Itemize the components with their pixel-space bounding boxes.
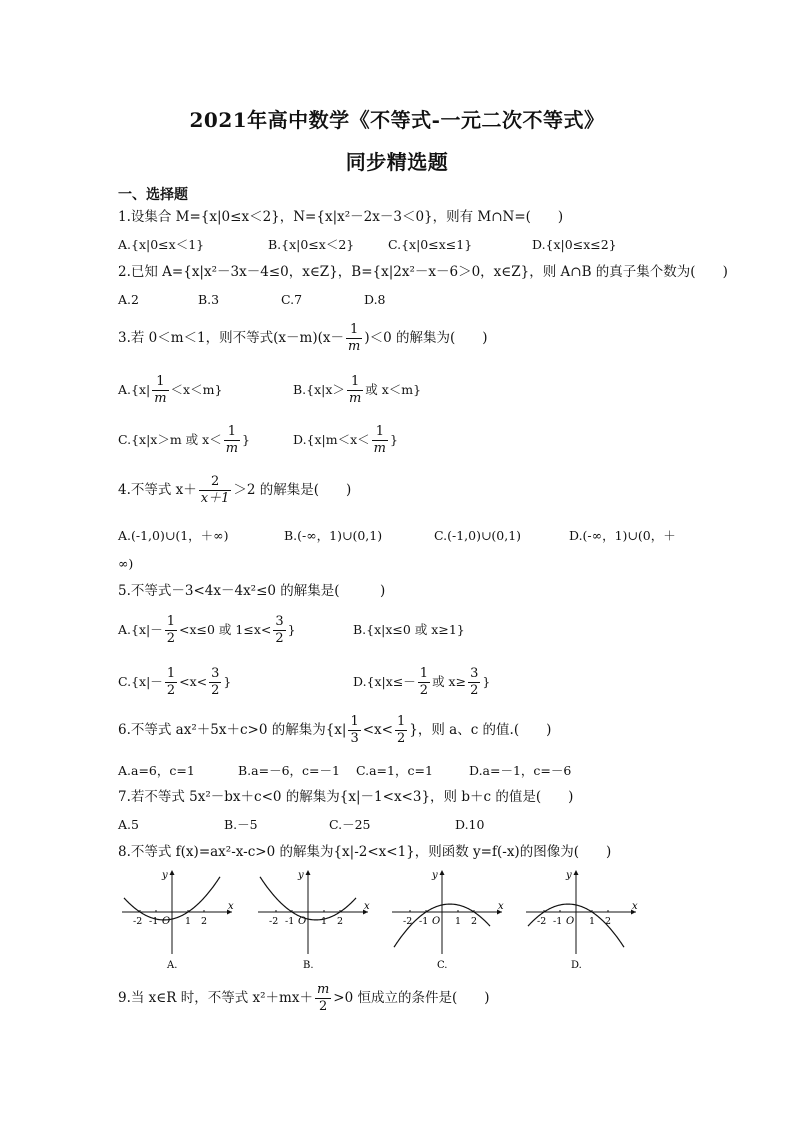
- fraction-denominator: 2: [470, 683, 479, 698]
- fraction-denominator: 2: [315, 998, 331, 1015]
- fraction-1-over-m: [372, 424, 388, 457]
- option-text: C.{x|x＞m 或 x＜: [118, 432, 222, 447]
- graph-option-label: B.: [303, 960, 314, 971]
- question-6-option-c: C.a=1，c=1: [356, 763, 433, 778]
- fraction-denominator: 2: [211, 683, 220, 698]
- option-text: 或 x＜m}: [365, 382, 422, 397]
- fraction-numerator: 1: [227, 424, 237, 439]
- fraction-numerator: 3: [275, 614, 284, 629]
- fraction-1-over-m: [152, 374, 168, 407]
- fraction-1-over-2: [165, 666, 177, 699]
- option-text: A.{x|－: [118, 622, 163, 637]
- fraction-1-over-2: [165, 614, 177, 647]
- question-3-option-b: [293, 372, 421, 408]
- fraction-denominator: 2: [419, 683, 429, 698]
- question-6-stem-pre: 6.不等式 ax²＋5x＋c>0 的解集为{x|: [118, 722, 347, 738]
- question-1-stem: 1.设集合 M={x|0≤x＜2}，N={x|x²－2x－3＜0}，则有 M∩N=( ): [118, 209, 564, 225]
- question-5-option-d: [353, 664, 490, 700]
- tick-label: 2: [605, 916, 612, 927]
- option-text: }: [482, 674, 491, 689]
- fraction-m-over-2: [315, 982, 331, 1015]
- question-9-stem: [118, 980, 490, 1016]
- y-axis-label: y: [162, 870, 168, 881]
- fraction-1-over-2: [418, 666, 430, 699]
- option-text: A.{x|: [118, 382, 151, 397]
- fraction-1-over-3: [348, 714, 360, 747]
- fraction-numerator: 3: [211, 666, 220, 681]
- fraction-denominator: m: [347, 339, 361, 354]
- y-axis-arrow: [440, 870, 445, 875]
- option-text: }: [242, 432, 250, 447]
- question-4-option-a: A.(-1,0)∪(1，＋∞): [118, 528, 229, 543]
- option-text: B.{x|x＞: [293, 382, 345, 397]
- option-text: D.{x|x≤－: [353, 674, 416, 689]
- question-2-option-b: B.3: [198, 292, 220, 307]
- tick-label: 1: [589, 916, 596, 927]
- x-axis-label: x: [364, 901, 370, 912]
- origin-label: O: [432, 916, 441, 927]
- origin-label: O: [298, 916, 307, 927]
- tick-label: 2: [471, 916, 478, 927]
- y-axis-label: y: [432, 870, 438, 881]
- question-7-option-b: B.－5: [224, 817, 258, 832]
- fraction-denominator: x＋1: [200, 491, 230, 506]
- option-text: 或 x≥: [432, 674, 467, 689]
- question-8-graphs: [118, 868, 648, 972]
- fraction-2-over-x-plus-1: [199, 474, 232, 507]
- option-text: <x<: [179, 674, 208, 689]
- question-6-option-a: A.a=6，c=1: [118, 763, 195, 778]
- tick-label: -2: [537, 916, 547, 927]
- question-4-stem-pre: 4.不等式 x＋: [118, 482, 197, 498]
- fraction-numerator: 1: [166, 666, 176, 681]
- x-axis-label: x: [498, 901, 504, 912]
- graph-option-d: [522, 868, 644, 972]
- question-7-stem: 7.若不等式 5x²－bx＋c<0 的解集为{x|－1<x<3}，则 b＋c 的值是( ): [118, 789, 574, 805]
- question-3-stem-pre: 3.若 0＜m＜1，则不等式(x－m)(x－: [118, 330, 344, 346]
- question-5-option-a: [118, 612, 296, 648]
- tick-label: -1: [553, 916, 563, 927]
- question-2-option-a: A.2: [118, 292, 139, 307]
- option-text: }: [223, 674, 232, 689]
- question-1-option-b: B.{x|0≤x＜2}: [268, 237, 355, 252]
- question-3-option-c: [118, 422, 250, 458]
- fraction-1-over-m: [346, 322, 362, 355]
- graph-option-a: [118, 868, 240, 972]
- tick-label: -2: [269, 916, 279, 927]
- fraction-denominator: 2: [166, 683, 176, 698]
- document-subtitle: 同步精选题: [345, 150, 449, 174]
- fraction-denominator: 2: [396, 731, 406, 746]
- y-axis-arrow: [574, 870, 579, 875]
- question-5-option-c: [118, 664, 231, 700]
- tick-label: -1: [419, 916, 429, 927]
- fraction-1-over-m: [224, 424, 240, 457]
- question-1-option-c: C.{x|0≤x≤1}: [388, 237, 473, 252]
- fraction-1-over-2: [395, 714, 407, 747]
- question-8-stem: 8.不等式 f(x)=ax²-x-c>0 的解集为{x|-2<x<1}，则函数 y=f(-x)的图像为( ): [118, 844, 612, 860]
- y-axis-label: y: [298, 870, 304, 881]
- tick-label: -1: [285, 916, 295, 927]
- y-axis-arrow: [170, 870, 175, 875]
- fraction-numerator: m: [316, 982, 330, 997]
- tick-label: 2: [201, 916, 208, 927]
- question-5-stem: 5.不等式－3<4x－4x²≤0 的解集是( ): [118, 583, 386, 599]
- question-3-option-d: [293, 422, 398, 458]
- fraction-denominator: 2: [275, 631, 284, 646]
- fraction-numerator: 1: [156, 374, 165, 389]
- fraction-numerator: 1: [419, 666, 429, 681]
- x-axis-label: x: [228, 901, 234, 912]
- graph-option-b: [254, 868, 376, 972]
- question-7-option-d: D.10: [455, 817, 485, 832]
- x-axis-label: x: [632, 901, 638, 912]
- fraction-denominator: 3: [350, 731, 359, 746]
- fraction-numerator: 1: [396, 714, 406, 729]
- fraction-denominator: 2: [166, 631, 175, 646]
- question-5-option-b: B.{x|x≤0 或 x≥1}: [353, 622, 465, 637]
- fraction-numerator: 1: [166, 614, 175, 629]
- tick-label: -2: [403, 916, 413, 927]
- option-text: ＜x＜m}: [170, 382, 223, 397]
- graph-c-svg: [388, 868, 510, 972]
- fraction-numerator: 3: [470, 666, 479, 681]
- section-heading: 一、选择题: [118, 187, 188, 203]
- question-7-option-a: A.5: [118, 817, 139, 832]
- fraction-3-over-2: [468, 666, 480, 699]
- fraction-denominator: m: [154, 391, 167, 406]
- question-4-option-d: D.(-∞，1)∪(0，＋: [569, 528, 676, 543]
- question-9-stem-pre: 9.当 x∈R 时，不等式 x²＋mx＋: [118, 990, 313, 1006]
- fraction-3-over-2: [273, 614, 285, 647]
- question-4-option-c: C.(-1,0)∪(0,1): [434, 528, 522, 543]
- question-2-option-d: D.8: [364, 292, 386, 307]
- y-axis-arrow: [306, 870, 311, 875]
- fraction-1-over-m: [347, 374, 363, 407]
- tick-label: 1: [321, 916, 328, 927]
- fraction-denominator: m: [348, 391, 362, 406]
- question-4-option-d-continued: ∞): [118, 556, 134, 571]
- document-title: 2021年高中数学《不等式-一元二次不等式》: [189, 108, 605, 132]
- option-text: }: [390, 432, 398, 447]
- question-4-stem: [118, 472, 351, 508]
- tick-label: 1: [185, 916, 192, 927]
- option-text: D.{x|m＜x＜: [293, 432, 370, 447]
- tick-label: 1: [455, 916, 462, 927]
- fraction-3-over-2: [209, 666, 221, 699]
- question-6-stem-mid: <x<: [362, 722, 393, 738]
- fraction-numerator: 1: [350, 322, 359, 337]
- fraction-numerator: 1: [350, 714, 359, 729]
- question-3-stem: [118, 320, 488, 356]
- option-text: }: [287, 622, 296, 637]
- origin-label: O: [162, 916, 171, 927]
- graph-option-c: [388, 868, 510, 972]
- question-6-option-d: D.a=－1，c=－6: [469, 763, 572, 778]
- origin-label: O: [566, 916, 575, 927]
- question-1-option-d: D.{x|0≤x≤2}: [532, 237, 617, 252]
- tick-label: -1: [149, 916, 159, 927]
- question-7-option-c: C.－25: [329, 817, 371, 832]
- question-6-stem-post: }，则 a、c 的值.( ): [409, 722, 552, 738]
- graph-option-label: A.: [167, 960, 178, 971]
- fraction-numerator: 1: [375, 424, 384, 439]
- graph-d-svg: [522, 868, 644, 972]
- question-4-stem-post: ＞2 的解集是( ): [233, 482, 352, 498]
- question-3-option-a: [118, 372, 222, 408]
- question-9-stem-post: >0 恒成立的条件是( ): [333, 990, 490, 1006]
- tick-label: -2: [133, 916, 143, 927]
- fraction-denominator: m: [225, 441, 239, 456]
- graph-b-svg: [254, 868, 376, 972]
- question-6-stem: [118, 712, 551, 748]
- question-2-stem: 2.已知 A={x|x²－3x－4≤0，x∈Z}，B={x|2x²－x－6＞0，x∈Z}，则 A∩B 的真子集个数为( ): [118, 264, 728, 280]
- question-3-stem-post: )＜0 的解集为( ): [364, 330, 488, 346]
- fraction-numerator: 2: [210, 474, 220, 489]
- graph-option-label: D.: [571, 960, 582, 971]
- option-text: <x≤0 或 1≤x<: [179, 622, 272, 637]
- question-6-option-b: B.a=－6，c=－1: [238, 763, 340, 778]
- graph-a-svg: [118, 868, 240, 972]
- option-text: C.{x|－: [118, 674, 163, 689]
- fraction-denominator: m: [373, 441, 386, 456]
- fraction-numerator: 1: [350, 374, 360, 389]
- question-1-option-a: A.{x|0≤x＜1}: [118, 237, 205, 252]
- y-axis-label: y: [566, 870, 572, 881]
- question-4-option-b: B.(-∞，1)∪(0,1): [284, 528, 383, 543]
- question-2-option-c: C.7: [281, 292, 303, 307]
- tick-label: 2: [337, 916, 344, 927]
- graph-option-label: C.: [437, 960, 448, 971]
